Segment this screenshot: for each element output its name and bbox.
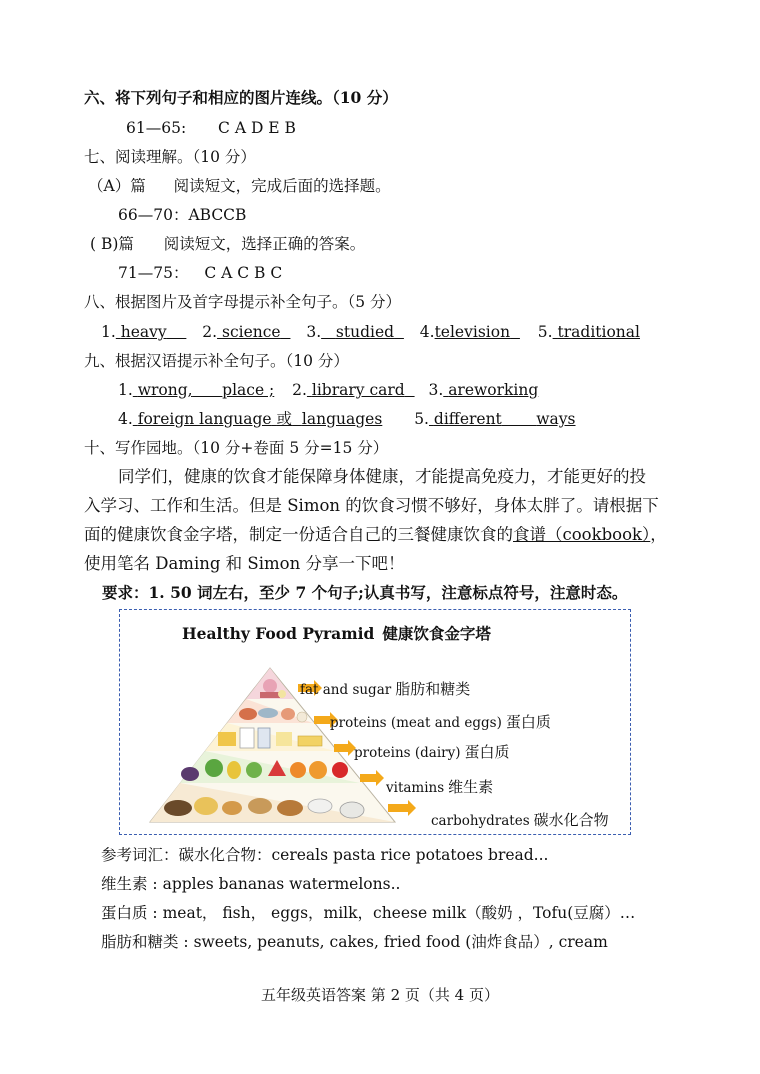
section8-title: 八、根据图片及首字母提示补全句子。（5 分） (84, 293, 402, 311)
tier-label-vitamins: vitamins 维生素 (386, 778, 494, 796)
fill-answer: different ways (433, 410, 576, 428)
section7-partB (90, 234, 365, 254)
tier-label-proteins-meat: proteins (meat and eggs) 蛋白质 (330, 713, 551, 731)
food-pyramid-figure (119, 609, 631, 835)
section8-answers (101, 322, 640, 342)
section9-row1: 1. wrong, place ; 2. library card 3. areworking (118, 381, 539, 399)
vocab-line: 脂肪和糖类 : sweets, peanuts, cakes, fried food (油炸食品）, cream (101, 933, 608, 951)
fill-answer: studied (335, 323, 395, 341)
section7-title: 七、阅读理解。（10 分） (84, 148, 256, 166)
section7-partA (88, 176, 391, 196)
fill-answer: foreign language 或 languages (137, 410, 383, 428)
partB-label: ( B)篇 (90, 235, 134, 253)
cookbook-term: 食谱（cookbook） (513, 525, 651, 544)
section9-title: 九、根据汉语提示补全句子。（10 分） (84, 352, 349, 370)
prompt-line: 入学习、工作和生活。但是 Simon 的饮食习惯不够好，身体太胖了。请根据下 (84, 496, 659, 515)
answer-range: 71—75： (118, 264, 189, 282)
item-number: 4. (419, 323, 435, 341)
item-number: 5. (537, 323, 553, 341)
fill-answer: television (434, 323, 511, 341)
fill-answer: traditional (557, 323, 640, 341)
fill-answer: science (221, 323, 281, 341)
section6-title: 六、将下列句子和相应的图片连线。（10 分） (84, 88, 398, 107)
section7-partB-answers (118, 263, 282, 283)
section10-title: 十、写作园地。（10 分+卷面 5 分=15 分） (84, 439, 389, 457)
partB-instruction: 阅读短文，选择正确的答案。 (163, 235, 366, 253)
pyramid-title: Healthy Food Pyramid 健康饮食金字塔 (182, 624, 491, 643)
item-number: 1. (101, 323, 116, 341)
tier-label-fat-sugar: fat and sugar 脂肪和糖类 (300, 680, 471, 698)
prompt-line: 使用笔名 Daming 和 Simon 分享一下吧！ (84, 554, 405, 573)
section9-row2: 4. foreign language 或 languages 5. different ways (118, 410, 576, 428)
fill-answer: areworking (448, 381, 539, 399)
partA-instruction: 阅读短文，完成后面的选择题。 (173, 177, 391, 195)
fill-answer: library card (311, 381, 405, 399)
prompt-line: 同学们，健康的饮食才能保障身体健康，才能提高免疫力，才能更好的投 (118, 467, 646, 486)
partA-label: （A）篇 (88, 177, 146, 195)
item-number: 2. (202, 323, 218, 341)
vocab-line: 维生素 : apples bananas watermelons.. (101, 875, 401, 893)
fill-answer: wrong, place ; (137, 381, 275, 399)
item-number: 3. (306, 323, 322, 341)
page-footer: 五年级英语答案 第 2 页（共 4 页） (261, 986, 499, 1004)
section7-partA-answers (118, 205, 246, 225)
vocab-line: 参考词汇：碳水化合物：cereals pasta rice potatoes bread... (101, 846, 549, 864)
answer-range: 61—65: (126, 119, 187, 137)
prompt-line: 面的健康饮食金字塔，制定一份适合自己的三餐健康饮食的食谱（cookbook）， (84, 525, 667, 544)
tier-label-carbohydrates: carbohydrates 碳水化合物 (431, 811, 609, 829)
fill-answer: heavy (120, 323, 167, 341)
answer-keys: C A D E B (218, 119, 296, 137)
answer-keys: C A C B C (204, 264, 283, 282)
section6-answers (126, 118, 296, 138)
tier-label-proteins-dairy: proteins (dairy) 蛋白质 (354, 743, 510, 761)
vocab-line: 蛋白质 : meat， fish， eggs，milk，cheese milk（酸奶 ，Tofu(豆腐）… (101, 904, 636, 922)
answer-range: 66—70： (118, 206, 189, 224)
writing-requirement: 要求：1. 50 词左右，至少 7 个句子;认真书写，注意标点符号，注意时态。 (102, 583, 628, 602)
answer-keys: ABCCB (188, 206, 247, 224)
